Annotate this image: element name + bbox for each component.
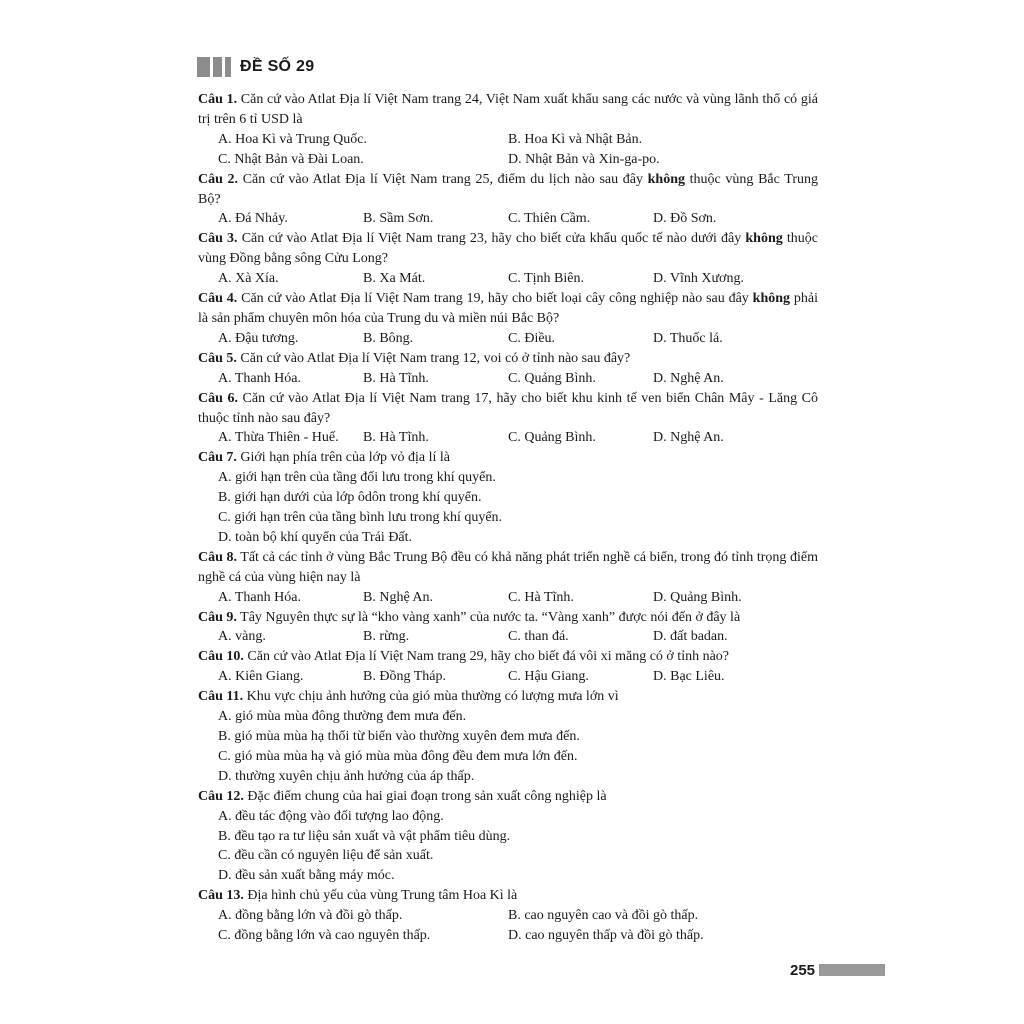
answer-option: A. Hoa Kì và Trung Quốc. (218, 131, 367, 147)
answer-options (198, 807, 818, 887)
answer-option: A. Thanh Hóa. (218, 370, 301, 386)
page-title: ĐỀ SỐ 29 (240, 58, 315, 75)
question-stem (198, 229, 818, 269)
answer-option: B. cao nguyên cao và đồi gò thấp. (508, 908, 699, 924)
question-number: Câu 12. (198, 788, 244, 804)
answer-option: B. Bông. (363, 330, 414, 346)
question-text-bold: không (647, 171, 685, 187)
answer-option: B. giới hạn dưới của lớp ôdôn trong khí quyển. (218, 490, 482, 506)
question-number: Câu 6. (198, 390, 238, 406)
answer-option: B. gió mùa mùa hạ thổi từ biển vào thường xuyên đem mưa đến. (218, 729, 580, 744)
answer-option: D. cao nguyên thấp và đồi gò thấp. (508, 928, 704, 944)
answer-option: D. Thuốc lá. (653, 330, 723, 346)
answer-option: C. Tịnh Biên. (508, 271, 584, 287)
question-number: Câu 1. (198, 92, 238, 107)
answer-option: B. rừng. (363, 629, 410, 645)
answer-options (198, 588, 818, 608)
answer-options (198, 369, 818, 389)
page-number: 255 (790, 961, 816, 979)
answer-option: A. Thừa Thiên - Huế. (218, 430, 339, 446)
answer-option: B. đều tạo ra tư liệu sản xuất và vật phẩm tiêu dùng. (218, 828, 511, 844)
answer-options (198, 209, 818, 229)
question-stem (198, 548, 818, 588)
question (198, 608, 818, 648)
question-text: Địa hình chủ yếu của vùng Trung tâm Hoa Kì là (243, 888, 518, 904)
question (198, 289, 818, 349)
answer-option: A. Xà Xía. (218, 271, 279, 287)
answer-option: C. đều cần có nguyên liệu để sản xuất. (218, 848, 434, 864)
question (198, 548, 818, 608)
answer-option: D. Nghệ An. (653, 430, 724, 446)
answer-option: A. giới hạn trên của tầng đối lưu trong khí quyển. (218, 470, 496, 486)
answer-option: A. Thanh Hóa. (218, 589, 301, 605)
question-text: Tây Nguyên thực sự là “kho vàng xanh” của nước ta. “Vàng xanh” được nói đến ở đây là (236, 609, 741, 625)
question-number: Câu 4. (198, 291, 238, 307)
answer-options (198, 707, 818, 787)
header-bar (225, 57, 231, 77)
answer-option: A. gió mùa mùa đông thường đem mưa đến. (218, 709, 467, 725)
answer-options (198, 667, 818, 687)
answer-option: D. Nhật Bản và Xin-ga-po. (508, 151, 660, 167)
answer-option: C. Quảng Bình. (508, 370, 596, 386)
question (198, 448, 818, 548)
question-list (198, 90, 818, 946)
answer-options (198, 428, 818, 448)
answer-option: C. Điều. (508, 330, 556, 346)
answer-option: D. đều sản xuất bằng máy móc. (218, 868, 395, 884)
answer-option: B. Xa Mát. (363, 271, 426, 287)
question-stem (198, 886, 818, 906)
question-text: thuộc vùng Bắc Trung Bộ? (198, 171, 818, 207)
page-footer (790, 960, 885, 980)
header-bars-icon (197, 57, 231, 77)
question-stem (198, 608, 818, 628)
question (198, 787, 818, 887)
answer-option: D. Bạc Liêu. (653, 669, 725, 685)
question-number: Câu 8. (198, 549, 237, 565)
question (198, 90, 818, 170)
question-text-bold: không (745, 231, 783, 247)
answer-option: B. Đồng Tháp. (363, 669, 446, 685)
question-stem (198, 90, 818, 130)
page-header (197, 56, 314, 78)
question-number: Câu 13. (198, 888, 244, 904)
answer-option: C. Thiên Cầm. (508, 211, 591, 227)
answer-option: D. toàn bộ khí quyển của Trái Đất. (218, 529, 413, 545)
answer-option: C. đồng bằng lớn và cao nguyên thấp. (218, 928, 431, 944)
question (198, 349, 818, 389)
answer-options (198, 627, 818, 647)
answer-option: D. Đồ Sơn. (653, 211, 717, 227)
footer-bar (819, 964, 885, 976)
answer-option: C. giới hạn trên của tầng bình lưu trong khí quyển. (218, 510, 503, 526)
question-text: Giới hạn phía trên của lớp vỏ địa lí là (236, 450, 450, 466)
question-text-bold: không (752, 291, 791, 307)
question (198, 389, 818, 449)
answer-option: D. Quảng Bình. (653, 589, 742, 605)
question-number: Câu 5. (198, 350, 237, 366)
answer-options (198, 269, 818, 289)
question-number: Câu 11. (198, 689, 244, 705)
answer-options (198, 906, 818, 946)
answer-option: B. Hà Tĩnh. (363, 370, 429, 386)
question-stem (198, 787, 818, 807)
answer-option: C. Hà Tĩnh. (508, 589, 574, 605)
question-stem (198, 448, 818, 468)
answer-option: A. Kiên Giang. (218, 669, 304, 685)
question-stem (198, 349, 818, 369)
answer-option: D. Nghệ An. (653, 370, 724, 386)
question (198, 886, 818, 946)
question-number: Câu 3. (198, 231, 238, 247)
answer-option: C. Nhật Bản và Đài Loan. (218, 151, 364, 167)
answer-option: C. Hậu Giang. (508, 669, 589, 685)
answer-option: C. gió mùa mùa hạ và gió mùa mùa đông đều đem mưa lớn đến. (218, 748, 578, 764)
question-text: Đặc điểm chung của hai giai đoạn trong sản xuất công nghiệp là (243, 788, 607, 804)
answer-option: D. đất badan. (653, 629, 728, 645)
question-text: Căn cứ vào Atlat Địa lí Việt Nam trang 23, hãy cho biết cửa khẩu quốc tế nào dưới đây (237, 231, 746, 247)
answer-option: C. than đá. (508, 629, 569, 645)
answer-option: B. Nghệ An. (363, 589, 433, 605)
answer-option: B. Hoa Kì và Nhật Bản. (508, 131, 643, 147)
question (198, 229, 818, 289)
question-text: Căn cứ vào Atlat Địa lí Việt Nam trang 24, Việt Nam xuất khẩu sang các nước và vùng lãnh thổ có giá trị trên 6 tỉ USD là (198, 92, 818, 127)
answer-option: D. thường xuyên chịu ảnh hưởng của áp thấp. (218, 768, 475, 784)
answer-option: D. Vĩnh Xương. (653, 271, 744, 287)
question-stem (198, 389, 818, 429)
question-number: Câu 2. (198, 171, 239, 187)
header-bar (213, 57, 222, 77)
header-bar (197, 57, 210, 77)
question-text: Tất cả các tỉnh ở vùng Bắc Trung Bộ đều có khả năng phát triển nghề cá biển, trong đó tỉnh trọng điểm nghề cá của vùng hiện nay là (198, 549, 818, 585)
question-number: Câu 9. (198, 609, 237, 625)
answer-option: A. vàng. (218, 629, 266, 645)
answer-options (198, 329, 818, 349)
question-stem (198, 687, 818, 707)
question (198, 647, 818, 687)
question (198, 687, 818, 787)
answer-option: B. Sầm Sơn. (363, 211, 434, 227)
answer-options (198, 130, 818, 170)
question-text: Căn cứ vào Atlat Địa lí Việt Nam trang 17, hãy cho biết khu kinh tế ven biển Chân Mây - Lăng Cô thuộc tỉnh nào sau đây? (198, 390, 818, 426)
question-text: Căn cứ vào Atlat Địa lí Việt Nam trang 29, hãy cho biết đá vôi xi măng có ở tỉnh nào? (243, 649, 730, 665)
question-number: Câu 7. (198, 450, 237, 466)
question-stem (198, 647, 818, 667)
question-text: Khu vực chịu ảnh hưởng của gió mùa thường có lượng mưa lớn vì (243, 689, 619, 705)
answer-option: A. Đậu tương. (218, 330, 299, 346)
question-text: Căn cứ vào Atlat Địa lí Việt Nam trang 25, điểm du lịch nào sau đây (238, 171, 648, 187)
question-stem (198, 289, 818, 329)
answer-option: A. đồng bằng lớn và đồi gò thấp. (218, 908, 403, 924)
answer-option: C. Quảng Bình. (508, 430, 596, 446)
question-stem (198, 170, 818, 210)
answer-option: A. Đá Nhảy. (218, 211, 288, 227)
answer-option: A. đều tác động vào đối tượng lao động. (218, 808, 444, 824)
question-number: Câu 10. (198, 649, 244, 665)
question-text: phải là sản phẩm chuyên môn hóa của Trung du và miền núi Bắc Bộ? (198, 291, 818, 326)
question-text: thuộc vùng Đồng bằng sông Cửu Long? (198, 231, 819, 267)
answer-option: B. Hà Tĩnh. (363, 430, 429, 446)
answer-options (198, 468, 818, 548)
question-text: Căn cứ vào Atlat Địa lí Việt Nam trang 12, voi có ở tỉnh nào sau đây? (236, 350, 631, 366)
question (198, 170, 818, 230)
question-text: Căn cứ vào Atlat Địa lí Việt Nam trang 19, hãy cho biết loại cây công nghiệp nào sau đây (237, 291, 753, 307)
